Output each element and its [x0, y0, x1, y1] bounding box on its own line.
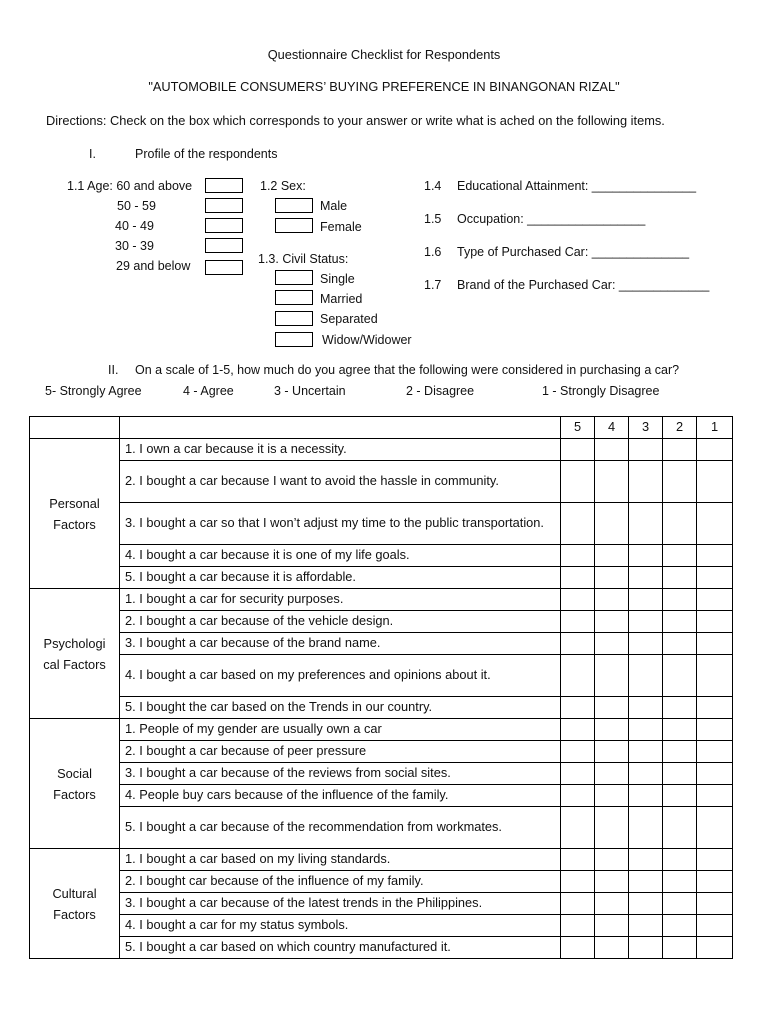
rating-3-cell[interactable]: [629, 461, 663, 503]
rating-4-cell[interactable]: [595, 719, 629, 741]
table-row: [30, 461, 733, 503]
table-row: [30, 611, 733, 633]
statement-cell: 1. I own a car because it is a necessity.: [120, 439, 561, 461]
statement-cell: 1. People of my gender are usually own a car: [120, 719, 561, 741]
rating-2-cell[interactable]: [663, 807, 697, 849]
rating-2-cell[interactable]: [663, 633, 697, 655]
scale-legend-item: 1 - Strongly Disagree: [542, 384, 660, 398]
rating-4-cell[interactable]: [595, 849, 629, 871]
rating-4-cell[interactable]: [595, 697, 629, 719]
rating-5-cell[interactable]: [561, 611, 595, 633]
sex-male-checkbox[interactable]: [275, 198, 313, 213]
rating-5-cell[interactable]: [561, 461, 595, 503]
rating-5-cell[interactable]: [561, 567, 595, 589]
statement-cell: 5. I bought a car because it is affordable.: [120, 567, 561, 589]
rating-4-cell[interactable]: [595, 567, 629, 589]
rating-5-cell[interactable]: [561, 937, 595, 959]
statement-cell: 2. I bought a car because of the vehicle design.: [120, 611, 561, 633]
table-row: [30, 503, 733, 545]
occupation-field[interactable]: Occupation: _________________: [457, 212, 646, 226]
rating-1-cell[interactable]: [697, 741, 733, 763]
statement-cell: 2. I bought car because of the influence of my family.: [120, 871, 561, 893]
column-header: 2: [663, 417, 697, 439]
rating-5-cell[interactable]: [561, 633, 595, 655]
age-option-label: 40 - 49: [115, 219, 154, 233]
table-row: [30, 697, 733, 719]
rating-5-cell[interactable]: [561, 697, 595, 719]
factor-category-line: Personal: [49, 495, 100, 511]
table-row: [30, 567, 733, 589]
civil-widow-checkbox[interactable]: [275, 332, 313, 347]
statement-cell: 2. I bought a car because I want to avoid the hassle in community.: [120, 461, 561, 503]
table-row: [30, 719, 733, 741]
column-header: 4: [595, 417, 629, 439]
table-row: [30, 871, 733, 893]
rating-5-cell[interactable]: [561, 545, 595, 567]
rating-2-cell[interactable]: [663, 763, 697, 785]
statement-cell: 2. I bought a car because of peer pressure: [120, 741, 561, 763]
rating-1-cell[interactable]: [697, 611, 733, 633]
table-row: [30, 763, 733, 785]
factor-category-line: cal Factors: [43, 656, 106, 672]
table-row: [30, 893, 733, 915]
table-row: [30, 633, 733, 655]
rating-3-cell[interactable]: [629, 763, 663, 785]
rating-1-cell[interactable]: [697, 697, 733, 719]
rating-1-cell[interactable]: [697, 807, 733, 849]
car-type-field[interactable]: Type of Purchased Car: ______________: [457, 245, 690, 259]
rating-3-cell[interactable]: [629, 893, 663, 915]
scale-legend-item: 2 - Disagree: [406, 384, 475, 398]
rating-5-cell[interactable]: [561, 807, 595, 849]
statement-cell: 1. I bought a car based on my living standards.: [120, 849, 561, 871]
age-30-39-checkbox[interactable]: [205, 238, 243, 253]
rating-2-cell[interactable]: [663, 785, 697, 807]
field-number: 1.4: [424, 179, 442, 193]
rating-3-cell[interactable]: [629, 807, 663, 849]
field-number: 1.7: [424, 278, 442, 292]
rating-1-cell[interactable]: [697, 589, 733, 611]
sex-female-checkbox[interactable]: [275, 218, 313, 233]
age-50-59-checkbox[interactable]: [205, 198, 243, 213]
section-2-question: On a scale of 1-5, how much do you agree that the following were considered in purchasing a car?: [135, 363, 680, 377]
civil-single-checkbox[interactable]: [275, 270, 313, 285]
directions: Directions: Check on the box which corresponds to your answer or write what is ached on the following items.: [46, 113, 665, 128]
factor-category: [30, 849, 120, 959]
rating-table: [29, 416, 733, 959]
statement-cell: 4. I bought a car for my status symbols.: [120, 915, 561, 937]
factor-category: [30, 719, 120, 849]
rating-1-cell[interactable]: [697, 937, 733, 959]
rating-2-cell[interactable]: [663, 567, 697, 589]
rating-4-cell[interactable]: [595, 915, 629, 937]
rating-3-cell[interactable]: [629, 741, 663, 763]
rating-5-cell[interactable]: [561, 589, 595, 611]
rating-1-cell[interactable]: [697, 893, 733, 915]
civil-option-label: Single: [320, 272, 355, 286]
statement-cell: 3. I bought a car because of the brand name.: [120, 633, 561, 655]
civil-option-label: Widow/Widower: [322, 333, 412, 347]
factor-category-line: Cultural: [52, 885, 97, 901]
rating-1-cell[interactable]: [697, 763, 733, 785]
rating-1-cell[interactable]: [697, 439, 733, 461]
statement-cell: 1. I bought a car for security purposes.: [120, 589, 561, 611]
rating-3-cell[interactable]: [629, 915, 663, 937]
column-header: 1: [697, 417, 733, 439]
statement-cell: 5. I bought the car based on the Trends in our country.: [120, 697, 561, 719]
rating-3-cell[interactable]: [629, 785, 663, 807]
rating-2-cell[interactable]: [663, 893, 697, 915]
table-row: [30, 439, 733, 461]
table-row: [30, 915, 733, 937]
rating-2-cell[interactable]: [663, 545, 697, 567]
statement-cell: 3. I bought a car because of the latest trends in the Philippines.: [120, 893, 561, 915]
rating-4-cell[interactable]: [595, 633, 629, 655]
rating-4-cell[interactable]: [595, 741, 629, 763]
statement-cell: 3. I bought a car because of the reviews from social sites.: [120, 763, 561, 785]
rating-3-cell[interactable]: [629, 849, 663, 871]
scale-legend-item: 5- Strongly Agree: [45, 384, 142, 398]
rating-1-cell[interactable]: [697, 545, 733, 567]
factor-category: [30, 439, 120, 589]
statement-cell: 5. I bought a car because of the recommendation from workmates.: [120, 807, 561, 849]
rating-1-cell[interactable]: [697, 719, 733, 741]
rating-4-cell[interactable]: [595, 763, 629, 785]
rating-5-cell[interactable]: [561, 719, 595, 741]
age-40-49-checkbox[interactable]: [205, 218, 243, 233]
age-option-label: 50 - 59: [117, 199, 156, 213]
rating-2-cell[interactable]: [663, 697, 697, 719]
rating-5-cell[interactable]: [561, 655, 595, 697]
rating-3-cell[interactable]: [629, 439, 663, 461]
sex-label: 1.2 Sex:: [260, 179, 306, 193]
factor-category: [30, 589, 120, 719]
civil-married-checkbox[interactable]: [275, 290, 313, 305]
column-header: 3: [629, 417, 663, 439]
rating-4-cell[interactable]: [595, 461, 629, 503]
rating-3-cell[interactable]: [629, 567, 663, 589]
sex-option-label: Male: [320, 199, 348, 213]
rating-4-cell[interactable]: [595, 937, 629, 959]
rating-4-cell[interactable]: [595, 503, 629, 545]
age-60-above-checkbox[interactable]: [205, 178, 243, 193]
rating-2-cell[interactable]: [663, 849, 697, 871]
rating-2-cell[interactable]: [663, 611, 697, 633]
rating-2-cell[interactable]: [663, 589, 697, 611]
factor-category-line: Factors: [53, 786, 96, 802]
rating-4-cell[interactable]: [595, 893, 629, 915]
rating-5-cell[interactable]: [561, 849, 595, 871]
statement-cell: 3. I bought a car so that I won’t adjust my time to the public transportation.: [120, 503, 561, 545]
rating-4-cell[interactable]: [595, 655, 629, 697]
age-29-below-checkbox[interactable]: [205, 260, 243, 275]
sex-option-label: Female: [320, 220, 362, 234]
rating-1-cell[interactable]: [697, 567, 733, 589]
survey-subtitle: "AUTOMOBILE CONSUMERS’ BUYING PREFERENCE IN BINANGONAN RIZAL": [148, 79, 620, 94]
page-title: Questionnaire Checklist for Respondents: [267, 47, 501, 62]
section-2-numeral: II.: [108, 363, 119, 377]
rating-4-cell[interactable]: [595, 871, 629, 893]
rating-5-cell[interactable]: [561, 503, 595, 545]
rating-2-cell[interactable]: [663, 503, 697, 545]
rating-2-cell[interactable]: [663, 937, 697, 959]
table-row: [30, 849, 733, 871]
rating-2-cell[interactable]: [663, 439, 697, 461]
rating-4-cell[interactable]: [595, 785, 629, 807]
table-row: [30, 589, 733, 611]
rating-2-cell[interactable]: [663, 461, 697, 503]
rating-5-cell[interactable]: [561, 785, 595, 807]
educational-attainment-field[interactable]: Educational Attainment: _______________: [457, 179, 697, 193]
field-number: 1.5: [424, 212, 442, 226]
section-1-title: Profile of the respondents: [135, 147, 278, 161]
rating-1-cell[interactable]: [697, 655, 733, 697]
rating-3-cell[interactable]: [629, 655, 663, 697]
rating-1-cell[interactable]: [697, 871, 733, 893]
rating-2-cell[interactable]: [663, 741, 697, 763]
factor-category-line: Psychologi: [43, 635, 106, 651]
header-blank-cell: [120, 417, 561, 439]
rating-3-cell[interactable]: [629, 937, 663, 959]
rating-2-cell[interactable]: [663, 915, 697, 937]
civil-option-label: Married: [320, 292, 363, 306]
rating-3-cell[interactable]: [629, 503, 663, 545]
table-header-row: [30, 417, 733, 439]
rating-3-cell[interactable]: [629, 611, 663, 633]
table-row: [30, 785, 733, 807]
rating-1-cell[interactable]: [697, 633, 733, 655]
rating-5-cell[interactable]: [561, 439, 595, 461]
factor-category-line: Factors: [53, 516, 96, 532]
statement-cell: 4. I bought a car based on my preferences and opinions about it.: [120, 655, 561, 697]
section-1-numeral: I.: [89, 147, 96, 161]
rating-4-cell[interactable]: [595, 439, 629, 461]
rating-4-cell[interactable]: [595, 545, 629, 567]
age-label: 1.1 Age: 60 and above: [67, 179, 193, 193]
rating-3-cell[interactable]: [629, 871, 663, 893]
header-blank-cell: [30, 417, 120, 439]
civil-status-label: 1.3. Civil Status:: [258, 252, 349, 266]
statement-cell: 4. I bought a car because it is one of my life goals.: [120, 545, 561, 567]
rating-5-cell[interactable]: [561, 763, 595, 785]
rating-1-cell[interactable]: [697, 915, 733, 937]
factor-category-line: Social: [57, 765, 92, 781]
statement-cell: 5. I bought a car based on which country manufactured it.: [120, 937, 561, 959]
age-option-label: 30 - 39: [115, 239, 154, 253]
rating-4-cell[interactable]: [595, 589, 629, 611]
scale-legend-item: 3 - Uncertain: [274, 384, 346, 398]
rating-5-cell[interactable]: [561, 741, 595, 763]
rating-1-cell[interactable]: [697, 849, 733, 871]
rating-1-cell[interactable]: [697, 785, 733, 807]
rating-3-cell[interactable]: [629, 697, 663, 719]
table-row: [30, 545, 733, 567]
factor-category-line: Factors: [53, 906, 96, 922]
scale-legend-item: 4 - Agree: [183, 384, 234, 398]
civil-separated-checkbox[interactable]: [275, 311, 313, 326]
column-header: 5: [561, 417, 595, 439]
rating-1-cell[interactable]: [697, 503, 733, 545]
rating-2-cell[interactable]: [663, 871, 697, 893]
rating-3-cell[interactable]: [629, 719, 663, 741]
rating-3-cell[interactable]: [629, 589, 663, 611]
rating-3-cell[interactable]: [629, 545, 663, 567]
rating-5-cell[interactable]: [561, 915, 595, 937]
rating-5-cell[interactable]: [561, 893, 595, 915]
statement-cell: 4. People buy cars because of the influence of the family.: [120, 785, 561, 807]
rating-4-cell[interactable]: [595, 611, 629, 633]
age-option-label: 29 and below: [116, 259, 191, 273]
rating-3-cell[interactable]: [629, 633, 663, 655]
car-brand-field[interactable]: Brand of the Purchased Car: _____________: [457, 278, 710, 292]
field-number: 1.6: [424, 245, 442, 259]
rating-2-cell[interactable]: [663, 719, 697, 741]
table-row: [30, 655, 733, 697]
rating-2-cell[interactable]: [663, 655, 697, 697]
table-row: [30, 807, 733, 849]
table-row: [30, 741, 733, 763]
table-row: [30, 937, 733, 959]
rating-4-cell[interactable]: [595, 807, 629, 849]
rating-1-cell[interactable]: [697, 461, 733, 503]
civil-option-label: Separated: [320, 312, 378, 326]
rating-5-cell[interactable]: [561, 871, 595, 893]
